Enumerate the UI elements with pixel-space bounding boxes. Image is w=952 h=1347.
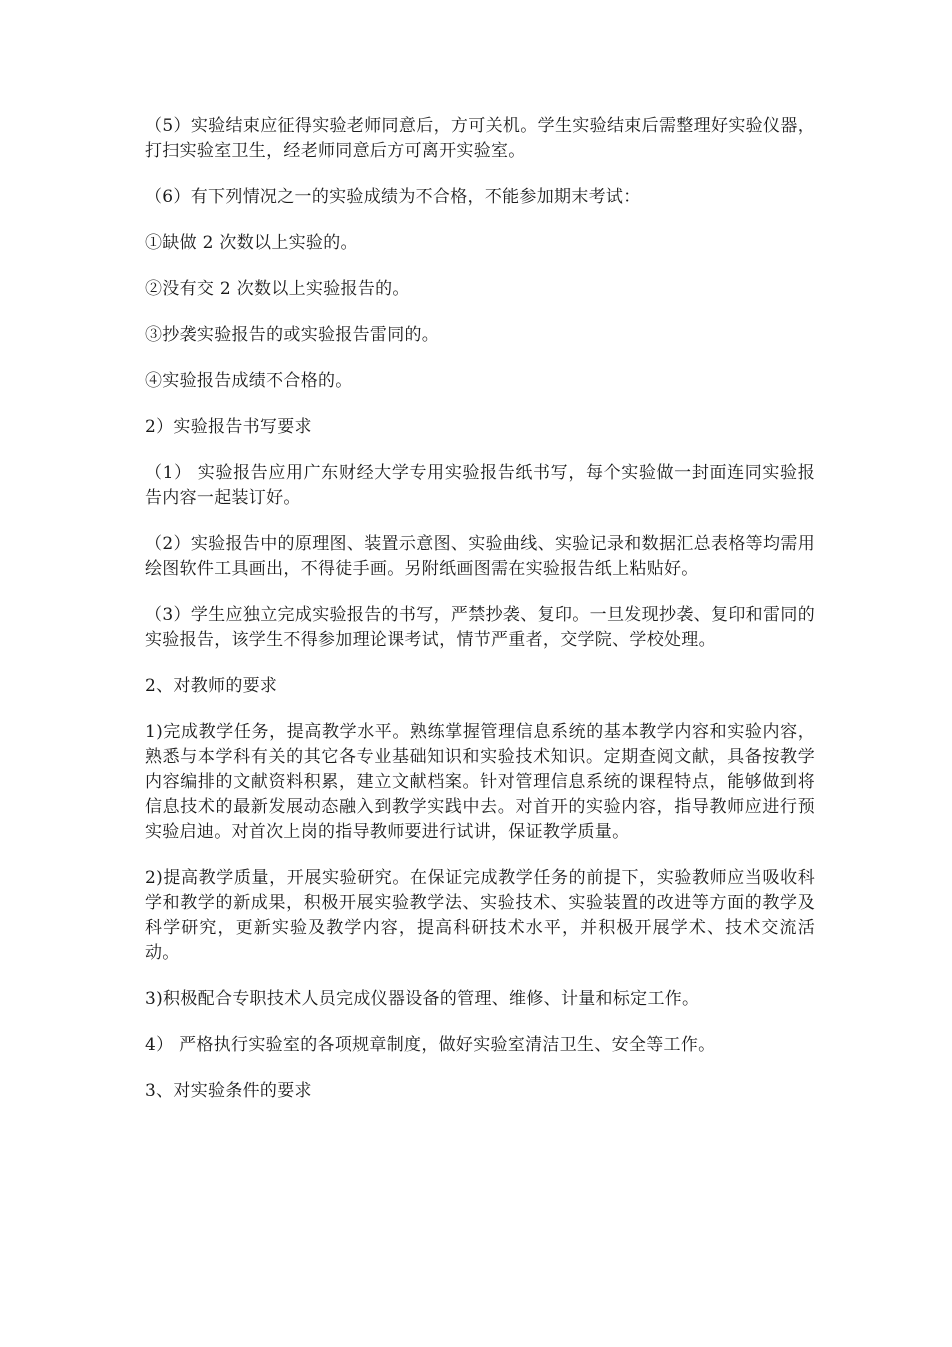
- list-item-plagiarism: ③抄袭实验报告的或实验报告雷同的。: [145, 325, 440, 345]
- paragraph-lab-regulations: 4） 严格执行实验室的各项规章制度，做好实验室清洁卫生、安全等工作。: [145, 1035, 716, 1055]
- list-item-report-failed: ④实验报告成绩不合格的。: [145, 371, 353, 391]
- paragraph-report-paper: （1） 实验报告应用广东财经大学专用实验报告纸书写，每个实验做一封面连同实验报告内容一起装订好。: [145, 463, 815, 508]
- heading-lab-conditions: 3、对实验条件的要求: [145, 1081, 312, 1101]
- heading-report-requirements: 2）实验报告书写要求: [145, 417, 312, 437]
- paragraph-report-independent: （3）学生应独立完成实验报告的书写，严禁抄袭、复印。一旦发现抄袭、复印和雷同的实验报告，该学生不得参加理论课考试，情节严重者，交学院、学校处理。: [145, 605, 815, 650]
- paragraph-experiment-end: （5）实验结束应征得实验老师同意后，方可关机。学生实验结束后需整理好实验仪器，打扫实验室卫生，经老师同意后方可离开实验室。: [145, 116, 815, 161]
- list-item-missing-reports: ②没有交 2 次数以上实验报告的。: [145, 279, 410, 299]
- list-item-missed-experiments: ①缺做 2 次数以上实验的。: [145, 233, 358, 253]
- paragraph-teaching-tasks: 1)完成教学任务，提高教学水平。熟练掌握管理信息系统的基本教学内容和实验内容，熟悉与本学科有关的其它各专业基础知识和实验技术知识。定期查阅文献，具备按教学内容编排的文献资料积累，建立文献档案。针对管理信息系统的课程特点，能够做到将信息技术的最新发展动态融入到教学实践中去。对首开的实验内容，指导教师应进行预实验启迪。对首次上岗的指导教师要进行试讲，保证教学质量。: [145, 722, 815, 842]
- document-body: [145, 114, 815, 1125]
- paragraph-teaching-quality: 2)提高教学质量，开展实验研究。在保证完成教学任务的前提下，实验教师应当吸收科学和教学的新成果，积极开展实验教学法、实验技术、实验装置的改进等方面的教学及科学研究，更新实验及教学内容，提高科研技术水平，并积极开展学术、技术交流活动。: [145, 868, 815, 963]
- heading-teacher-requirements: 2、对教师的要求: [145, 676, 278, 696]
- paragraph-report-drawings: （2）实验报告中的原理图、装置示意图、实验曲线、实验记录和数据汇总表格等均需用绘图软件工具画出，不得徒手画。另附纸画图需在实验报告纸上粘贴好。: [145, 534, 815, 579]
- paragraph-equipment-management: 3)积极配合专职技术人员完成仪器设备的管理、维修、计量和标定工作。: [145, 989, 700, 1009]
- paragraph-fail-conditions: （6）有下列情况之一的实验成绩为不合格，不能参加期末考试：: [145, 187, 641, 207]
